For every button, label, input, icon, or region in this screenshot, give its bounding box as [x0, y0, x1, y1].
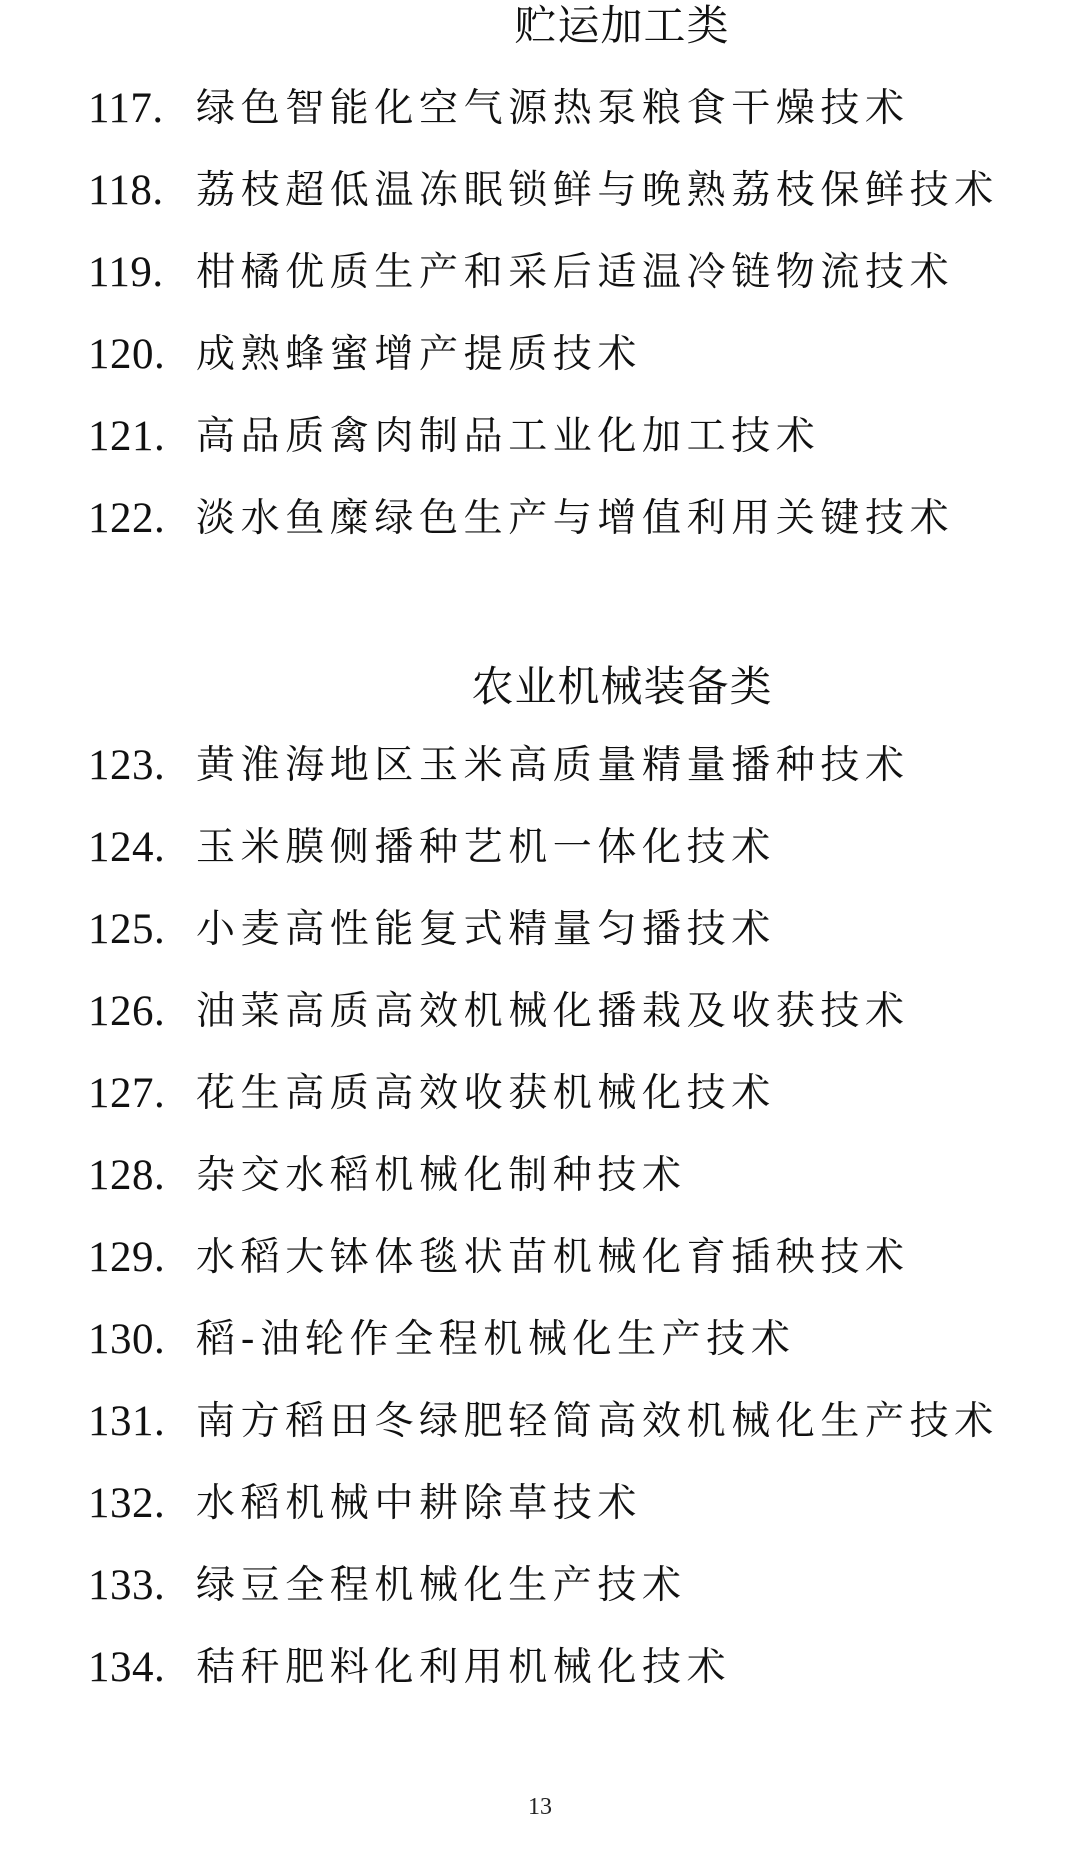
item-number: 132. — [88, 1480, 166, 1527]
item-number: 117. — [88, 85, 164, 132]
list-item — [0, 1066, 1080, 1148]
item-number: 127. — [88, 1070, 166, 1117]
item-number: 123. — [88, 742, 166, 789]
page-number: 13 — [528, 1794, 552, 1820]
item-text: 玉米膜侧播种艺机一体化技术 — [196, 825, 776, 870]
item-text: 绿豆全程机械化生产技术 — [196, 1563, 687, 1608]
item-text: 黄淮海地区玉米高质量精量播种技术 — [196, 743, 910, 788]
agricultural-machinery-list — [0, 738, 1080, 1722]
storage-processing-list — [0, 81, 1080, 573]
item-text: 绿色智能化空气源热泵粮食干燥技术 — [196, 86, 910, 131]
item-text: 杂交水稻机械化制种技术 — [196, 1153, 687, 1198]
item-number: 124. — [88, 824, 166, 871]
list-item — [0, 820, 1080, 902]
list-item — [0, 738, 1080, 820]
list-item — [0, 1640, 1080, 1722]
item-text: 油菜高质高效机械化播栽及收获技术 — [196, 989, 910, 1034]
item-text: 小麦高性能复式精量匀播技术 — [196, 907, 776, 952]
item-text: 南方稻田冬绿肥轻简高效机械化生产技术 — [196, 1399, 999, 1444]
list-item — [0, 984, 1080, 1066]
item-text: 成熟蜂蜜增产提质技术 — [196, 332, 643, 377]
list-item — [0, 1394, 1080, 1476]
item-text: 水稻大钵体毯状苗机械化育插秧技术 — [196, 1235, 910, 1280]
item-number: 120. — [88, 331, 166, 378]
item-number: 131. — [88, 1398, 166, 1445]
item-text: 水稻机械中耕除草技术 — [196, 1481, 643, 1526]
list-item — [0, 1230, 1080, 1312]
item-number: 119. — [88, 249, 164, 296]
list-item — [0, 491, 1080, 573]
item-number: 130. — [88, 1316, 166, 1363]
section-title-agricultural-machinery: 农业机械装备类 — [471, 662, 773, 711]
item-text: 花生高质高效收获机械化技术 — [196, 1071, 776, 1116]
item-number: 125. — [88, 906, 166, 953]
list-item — [0, 1558, 1080, 1640]
item-number: 134. — [88, 1644, 166, 1691]
item-text: 秸秆肥料化利用机械化技术 — [196, 1645, 732, 1690]
list-item — [0, 1312, 1080, 1394]
item-text: 淡水鱼糜绿色生产与增值利用关键技术 — [196, 496, 955, 541]
list-item — [0, 163, 1080, 245]
item-number: 133. — [88, 1562, 166, 1609]
item-text: 柑橘优质生产和采后适温冷链物流技术 — [196, 250, 955, 295]
list-item — [0, 1476, 1080, 1558]
item-number: 129. — [88, 1234, 166, 1281]
item-text: 稻-油轮作全程机械化生产技术 — [196, 1317, 796, 1362]
item-number: 121. — [88, 413, 166, 460]
list-item — [0, 902, 1080, 984]
list-item — [0, 409, 1080, 491]
item-number: 122. — [88, 495, 166, 542]
list-item — [0, 245, 1080, 327]
list-item — [0, 327, 1080, 409]
list-item — [0, 81, 1080, 163]
item-number: 126. — [88, 988, 166, 1035]
item-number: 118. — [88, 167, 164, 214]
item-text: 荔枝超低温冻眠锁鲜与晚熟荔枝保鲜技术 — [196, 168, 999, 213]
item-number: 128. — [88, 1152, 166, 1199]
list-item — [0, 1148, 1080, 1230]
item-text: 高品质禽肉制品工业化加工技术 — [196, 414, 821, 459]
section-title-storage-processing: 贮运加工类 — [514, 1, 730, 50]
